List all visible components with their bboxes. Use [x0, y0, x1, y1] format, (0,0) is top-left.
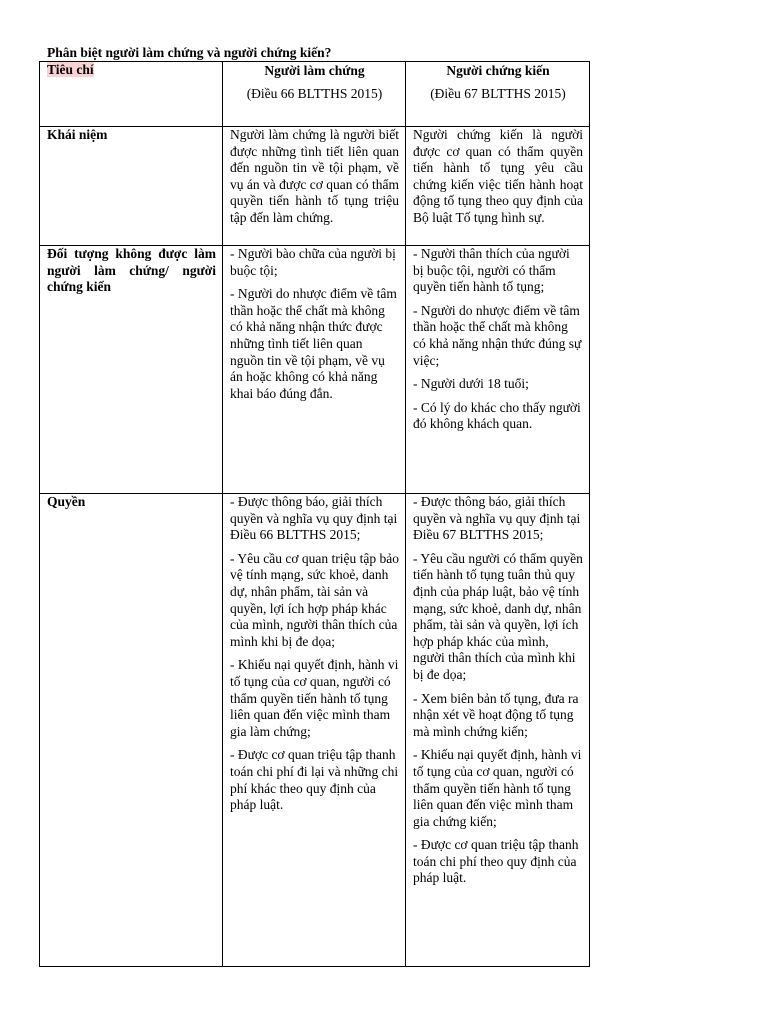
header-observer-title: Người chứng kiến: [446, 63, 550, 78]
header-criteria-cell: [40, 62, 223, 127]
header-criteria-label: Tiêu chí: [47, 62, 94, 77]
cell-paragraph: - Khiếu nại quyết định, hành vi tố tụng của cơ quan, người có thẩm quyền tiến hành tố tụng liên quan đến việc mình tham gia chứng kiến;: [413, 747, 582, 829]
header-witness-title: Người làm chứng: [264, 63, 365, 78]
cell-paragraph: - Yêu cầu người có thẩm quyền tiến hành tố tụng tuân thủ quy định của pháp luật, bảo vệ tính mạng, sức khoẻ, danh dự, nhân phẩm, tài sản và quyền, lợi ích hợp pháp khác của mình, người thân thích của mình khi bị đe dọa;: [413, 550, 583, 682]
cell-paragraph: Người làm chứng là người biết được những tình tiết liên quan đến nguồn tin về tội phạm, về vụ án và được cơ quan có thẩm quyền tiến hành tố tụng triệu tập đến làm chứng.: [230, 127, 399, 225]
document-title: Phân biệt người làm chứng và người chứng kiến?: [47, 45, 332, 60]
header-observer-ref: (Điều 67 BLTTHS 2015): [430, 85, 566, 101]
witness-cell: [223, 246, 406, 494]
cell-paragraph: - Yêu cầu cơ quan triệu tập bảo vệ tính mạng, sức khoẻ, danh dự, nhân phẩm, tài sản và quyền, lợi ích hợp pháp khác của mình, người thân thích của mình khi bị đe dọa;: [230, 550, 399, 649]
cell-paragraph: - Được cơ quan triệu tập thanh toán chi phí theo quy định của pháp luật.: [413, 837, 579, 886]
cell-paragraph: - Được thông báo, giải thích quyền và nghĩa vụ quy định tại Điều 66 BLTTHS 2015;: [230, 494, 398, 543]
cell-paragraph: - Người do nhược điểm về tâm thần hoặc thể chất mà không có khả năng nhận thức đúng sự việc;: [413, 302, 582, 368]
cell-paragraph: - Khiếu nại quyết định, hành vi tố tụng của cơ quan, người có thẩm quyền tiến hành tố tụng liên quan đến việc mình tham gia làm chứng;: [230, 657, 399, 739]
criteria-label: Khái niệm: [47, 127, 108, 142]
observer-cell: [406, 246, 590, 494]
cell-paragraph: - Người do nhược điểm về tâm thần hoặc thể chất mà không có khả năng nhận thức được những tình tiết liên quan nguồn tin về tội phạm, về vụ án hoặc không có khả năng khai báo đúng đắn.: [230, 286, 397, 401]
table-row-definition: [40, 127, 590, 246]
criteria-cell: [40, 127, 223, 246]
cell-paragraph: - Xem biên bản tố tụng, đưa ra nhận xét về hoạt động tố tụng mà mình chứng kiến;: [413, 690, 579, 739]
cell-paragraph: - Người thân thích của người bị buộc tội, người có thẩm quyền tiến hành tố tụng;: [413, 246, 570, 295]
cell-paragraph: - Được cơ quan triệu tập thanh toán chi phí đi lại và những chi phí khác theo quy định của pháp luật.: [230, 747, 399, 813]
header-witness-ref: (Điều 66 BLTTHS 2015): [246, 85, 383, 101]
table-row-excluded-persons: [40, 246, 590, 494]
cell-paragraph: - Người bào chữa của người bị buộc tội;: [230, 246, 396, 278]
criteria-label: Quyền: [47, 494, 86, 509]
header-observer-cell: [406, 62, 590, 127]
observer-cell: [406, 127, 590, 246]
cell-paragraph: Người chứng kiến là người được cơ quan có thẩm quyền tiến hành tố tụng yêu cầu chứng kiến việc tiến hành hoạt động tố tụng theo quy định của Bộ luật Tố tụng hình sự.: [413, 127, 583, 225]
table-row-rights: [40, 494, 590, 967]
table-header-row: [40, 62, 590, 127]
header-witness-cell: [223, 62, 406, 127]
witness-cell: [223, 494, 406, 967]
cell-paragraph: - Có lý do khác cho thấy người đó không khách quan.: [413, 399, 581, 432]
witness-cell: [223, 127, 406, 246]
comparison-table: [39, 61, 590, 967]
cell-paragraph: - Được thông báo, giải thích quyền và nghĩa vụ quy định tại Điều 67 BLTTHS 2015;: [413, 494, 581, 543]
criteria-cell: [40, 246, 223, 494]
criteria-cell: [40, 494, 223, 967]
criteria-label: Đối tượng không được làm người làm chứng/ người chứng kiến: [47, 246, 216, 295]
cell-paragraph: - Người dưới 18 tuổi;: [413, 376, 529, 392]
observer-cell: [406, 494, 590, 967]
